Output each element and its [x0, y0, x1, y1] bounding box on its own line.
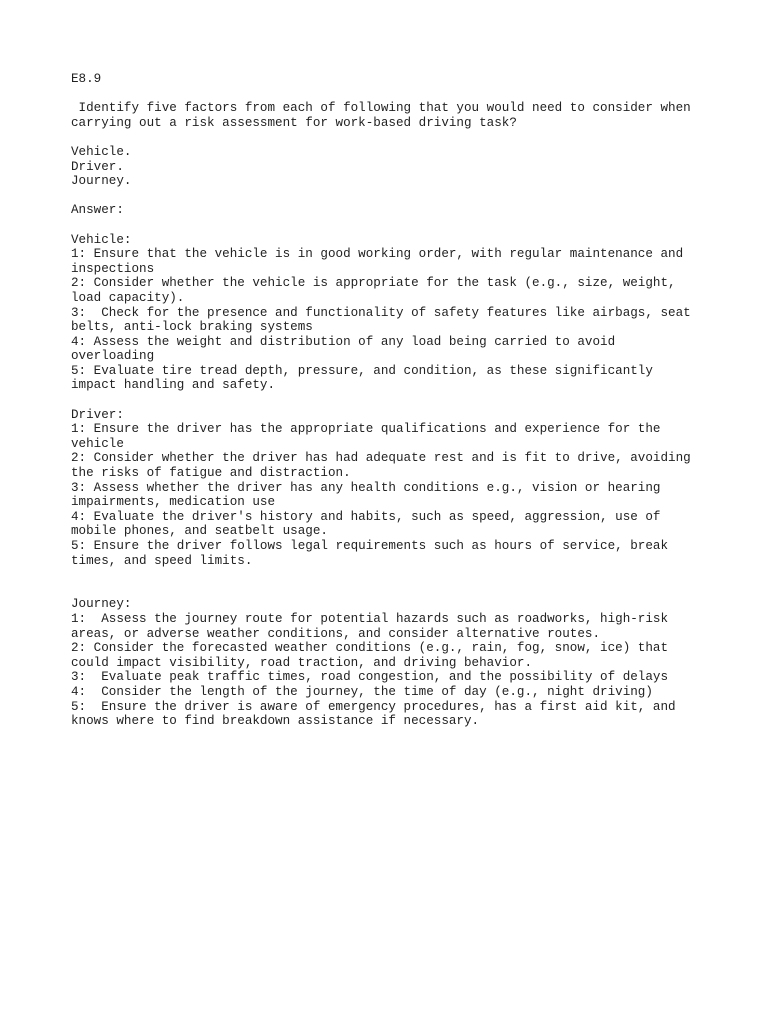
exercise-id: E8.9 [71, 72, 102, 86]
journey-line: areas, or adverse weather conditions, and consider alternative routes. [71, 626, 601, 641]
vehicle-line: load capacity). [71, 290, 185, 305]
driver-line: 1: Ensure the driver has the appropriate qualifications and experience for the [71, 422, 661, 437]
driver-line: mobile phones, and seatbelt usage. [71, 524, 328, 539]
journey-heading: Journey: [71, 597, 132, 612]
journey-line: 2: Consider the forecasted weather conditions (e.g., rain, fog, snow, ice) that [71, 641, 669, 656]
vehicle-line: 3: Check for the presence and functionality of safety features like airbags, seat [71, 305, 691, 320]
driver-line: 5: Ensure the driver follows legal requirements such as hours of service, break [71, 539, 669, 553]
journey-line: 1: Assess the journey route for potential hazards such as roadworks, high-risk [71, 611, 669, 626]
vehicle-line: 4: Assess the weight and distribution of any load being carried to avoid [71, 334, 616, 349]
vehicle-line: impact handling and safety. [71, 378, 276, 393]
driver-line: vehicle [71, 436, 124, 451]
journey-line: knows where to find breakdown assistance if necessary. [71, 714, 480, 729]
spacer [71, 583, 711, 598]
answer-label: Answer: [71, 203, 124, 218]
vehicle-line: inspections [71, 261, 155, 276]
journey-line: could impact visibility, road traction, and driving behavior. [71, 655, 533, 670]
vehicle-heading: Vehicle: [71, 232, 132, 247]
driver-line: 2: Consider whether the driver has had adequate rest and is fit to drive, avoiding [71, 451, 691, 466]
vehicle-line: 1: Ensure that the vehicle is in good working order, with regular maintenance and [71, 247, 684, 262]
spacer [71, 568, 711, 583]
journey-line: 3: Evaluate peak traffic times, road congestion, and the possibility of delays [71, 670, 669, 685]
journey-line: 4: Consider the length of the journey, the time of day (e.g., night driving) [71, 684, 653, 699]
question-line-2: carrying out a risk assessment for work-based driving task? [71, 115, 517, 130]
spacer [71, 218, 711, 233]
document-page [71, 72, 711, 729]
driver-heading: Driver: [71, 407, 124, 422]
vehicle-line: 5: Evaluate tire tread depth, pressure, and condition, as these significantly [71, 363, 653, 378]
driver-line: the risks of fatigue and distraction. [71, 466, 351, 481]
category-journey: Journey. [71, 174, 132, 189]
vehicle-line: 2: Consider whether the vehicle is appropriate for the task (e.g., size, weight, [71, 276, 676, 291]
driver-line: impairments, medication use [71, 495, 276, 510]
spacer [71, 87, 711, 102]
vehicle-line: overloading [71, 349, 155, 364]
spacer [71, 130, 711, 145]
category-driver: Driver. [71, 159, 124, 174]
driver-line: 4: Evaluate the driver's history and habits, such as speed, aggression, use of [71, 509, 661, 524]
category-vehicle: Vehicle. [71, 144, 132, 159]
spacer [71, 189, 711, 204]
journey-line: 5: Ensure the driver is aware of emergency procedures, has a first aid kit, and [71, 699, 676, 714]
driver-line: times, and speed limits. [71, 553, 253, 568]
spacer [71, 393, 711, 408]
driver-line: 3: Assess whether the driver has any health conditions e.g., vision or hearing [71, 480, 661, 495]
question-line-1: Identify five factors from each of following that you would need to consider when [71, 101, 691, 116]
vehicle-line: belts, anti-lock braking systems [71, 320, 313, 335]
